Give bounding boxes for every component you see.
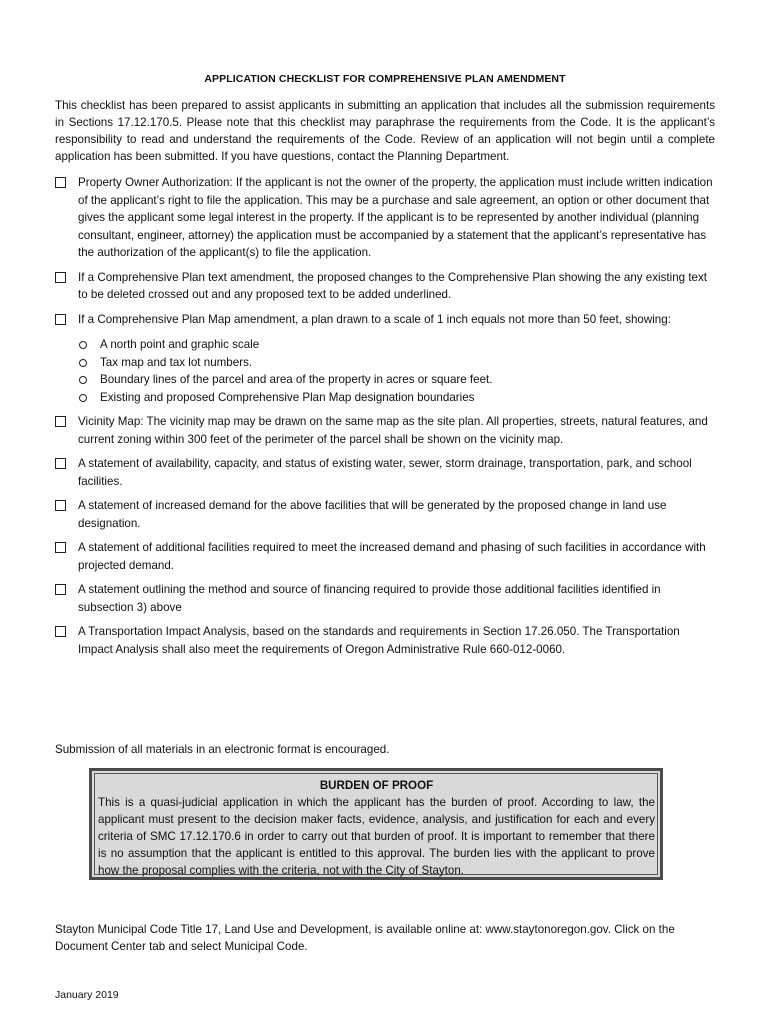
circle-bullet-icon <box>79 376 87 384</box>
list-item: A north point and graphic scale <box>78 336 715 354</box>
checklist-item-text: A statement of increased demand for the above facilities that will be generated by the proposed change in land use designation. <box>78 499 667 530</box>
checklist-item-facilities-status <box>55 455 715 490</box>
circle-bullet-icon <box>79 341 87 349</box>
checkbox[interactable] <box>55 272 66 283</box>
checklist-item-text: If a Comprehensive Plan text amendment, the proposed changes to the Comprehensive Plan showing the any existing text to be deleted crossed out and any proposed text to be added underlined. <box>78 270 708 301</box>
checklist <box>55 174 715 665</box>
document-date: January 2019 <box>55 989 119 1001</box>
checklist-item-additional-facilities <box>55 539 715 574</box>
checklist-item-vicinity-map <box>55 413 715 448</box>
intro-paragraph: This checklist has been prepared to assist applicants in submitting an application that includes all the submission requirements in Sections 17.12.170.5. Please note that this checklist may paraphrase the requirements from the Code. It is the applicant’s responsibility to read and understand the requirements of the Code. Review of an application will not begin until a complete application has been submitted. If you have questions, contact the Planning Department. <box>55 99 715 163</box>
checklist-item-text: A statement outlining the method and source of financing required to provide those additional facilities identified in subsection 3) above <box>78 583 661 614</box>
checklist-item-financing <box>55 581 715 616</box>
checkbox[interactable] <box>55 500 66 511</box>
municipal-code-note: Stayton Municipal Code Title 17, Land Use and Development, is available online at: www.staytonoregon.gov. Click on the Document Center tab and select Municipal Code. <box>55 923 675 953</box>
checklist-item-map-amendment <box>55 311 715 407</box>
checkbox[interactable] <box>55 177 66 188</box>
checkbox[interactable] <box>55 416 66 427</box>
checkbox[interactable] <box>55 458 66 469</box>
list-item: Boundary lines of the parcel and area of the property in acres or square feet. <box>78 371 715 389</box>
map-requirements-list <box>78 336 715 406</box>
checklist-item-transportation-analysis <box>55 623 715 658</box>
list-item: Tax map and tax lot numbers. <box>78 354 715 372</box>
checklist-item-owner-authorization <box>55 174 715 262</box>
checklist-item-increased-demand <box>55 497 715 532</box>
list-item: Existing and proposed Comprehensive Plan Map designation boundaries <box>78 389 715 407</box>
checkbox[interactable] <box>55 626 66 637</box>
burden-title: BURDEN OF PROOF <box>319 779 434 792</box>
burden-of-proof-box <box>89 768 663 880</box>
circle-bullet-icon <box>79 394 87 402</box>
circle-bullet-icon <box>79 359 87 367</box>
checklist-item-text: Property Owner Authorization: If the applicant is not the owner of the property, the application must include written indication of the applicant’s right to file the application. This may be a purchase and sale agreement, an option or other document that gives the applicant some legal interest in the property. If the applicant is to be represented by another individual (planning consultant, engineer, attorney) the application must be accompanied by a statement that the applicant’s representative has the authorization of the applicant(s) to file the application. <box>78 176 713 259</box>
checkbox[interactable] <box>55 584 66 595</box>
checklist-item-text: Vicinity Map: The vicinity map may be drawn on the same map as the site plan. All properties, streets, natural features, and current zoning within 300 feet of the perimeter of the parcel shall be shown on the vicinity map. <box>78 415 708 446</box>
page-title: APPLICATION CHECKLIST FOR COMPREHENSIVE PLAN AMENDMENT <box>204 73 566 85</box>
checklist-item-text: A Transportation Impact Analysis, based on the standards and requirements in Section 17.26.050. The Transportation Impact Analysis shall also meet the requirements of Oregon Administrative Rule 660-012-0060. <box>78 625 680 656</box>
checkbox[interactable] <box>55 314 66 325</box>
checklist-item-text: A statement of additional facilities required to meet the increased demand and phasing of such facilities in accordance with projected demand. <box>78 541 706 572</box>
checklist-item-text: A statement of availability, capacity, and status of existing water, sewer, storm drainage, transportation, park, and school facilities. <box>78 457 692 488</box>
checkbox[interactable] <box>55 542 66 553</box>
submission-note: Submission of all materials in an electronic format is encouraged. <box>55 743 390 756</box>
checklist-item-text-amendment <box>55 269 715 304</box>
checklist-item-text: If a Comprehensive Plan Map amendment, a plan drawn to a scale of 1 inch equals not more than 50 feet, showing: <box>78 312 671 326</box>
burden-text: This is a quasi-judicial application in which the applicant has the burden of proof. According to law, the applicant must present to the decision maker facts, evidence, analysis, and justification for each and every criteria of SMC 17.12.170.6 in order to carry out that burden of proof. It is important to remember that there is no assumption that the applicant is entitled to this approval. The burden lies with the applicant to prove how the proposal complies with the criteria, not with the City of Stayton. <box>98 796 655 877</box>
